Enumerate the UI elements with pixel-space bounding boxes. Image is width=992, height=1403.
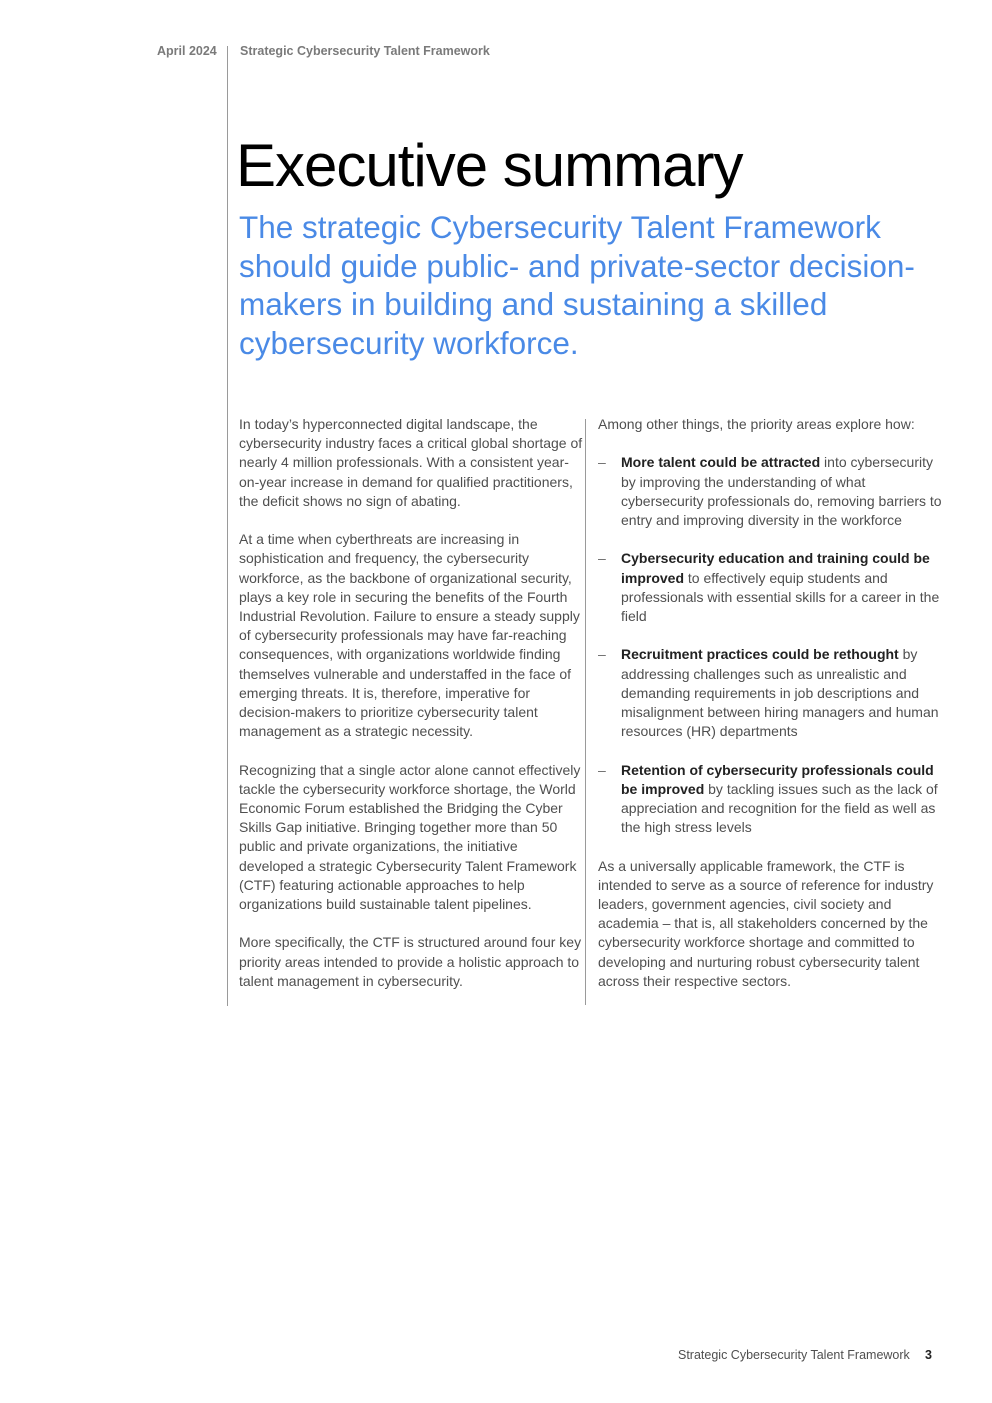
bullet-bold: More talent could be attracted <box>621 454 821 471</box>
footer-title: Strategic Cybersecurity Talent Framework <box>678 1348 910 1362</box>
page-title: Executive summary <box>236 132 743 199</box>
bullet-text: into cybersecurity by improving the understanding of what cybersecurity professionals do, removing barriers to entry and improving diversity in the workforce <box>621 454 942 528</box>
column-divider-line <box>585 419 586 1005</box>
bullet-bold: Retention of cybersecurity professionals could be improved <box>621 761 934 797</box>
bullet-item <box>598 761 943 838</box>
page-number: 3 <box>925 1348 932 1362</box>
bullet-item <box>598 645 943 741</box>
right-column <box>598 415 943 1010</box>
paragraph: Recognizing that a single actor alone cannot effectively tackle the cybersecurity workforce shortage, the World Economic Forum established the Bridging the Cyber Skills Gap initiative. Bringing together more than 50 public and private organizations, the initiative developed a strategic Cybersecurity Talent Framework (CTF) featuring actionable approaches to help organizations build sustainable talent pipelines. <box>239 761 581 913</box>
bullet-dash: – <box>598 550 606 567</box>
left-column <box>239 415 584 1010</box>
bullet-item <box>598 549 943 626</box>
bullet-bold: Recruitment practices could be rethought <box>621 646 899 663</box>
bullet-bold: Cybersecurity education and training could be improved <box>621 550 930 586</box>
header-title: Strategic Cybersecurity Talent Framework <box>240 44 490 58</box>
bullet-text: by tackling issues such as the lack of appreciation and recognition for the field as well as the high stress levels <box>621 780 938 836</box>
bullet-dash: – <box>598 646 606 663</box>
paragraph: At a time when cyberthreats are increasing in sophistication and frequency, the cybersecurity workforce, as the backbone of organizational security, plays a key role in securing the benefits of the Fourth Industrial Revolution. Failure to ensure a steady supply of cybersecurity professionals may have far-reaching consequences, with organizations worldwide finding themselves vulnerable and understaffed in the face of emerging threats. It is, therefore, imperative for decision-makers to prioritize cybersecurity talent management as a strategic necessity. <box>239 531 580 740</box>
bullet-text: to effectively equip students and professionals with essential skills for a career in the field <box>621 569 940 624</box>
paragraph: In today’s hyperconnected digital landscape, the cybersecurity industry faces a critical global shortage of nearly 4 million professionals. With a consistent year-on-year increase in demand for qualified practitioners, the deficit shows no sign of abating. <box>239 416 583 509</box>
bullet-dash: – <box>598 761 606 778</box>
paragraph: More specifically, the CTF is structured around four key priority areas intended to provide a holistic approach to talent management in cybersecurity. <box>239 934 582 989</box>
page-subtitle: The strategic Cybersecurity Talent Framework should guide public- and private-sector decision-makers in building and sustaining a skilled cybersecurity workforce. <box>239 209 915 361</box>
closing-paragraph: As a universally applicable framework, the CTF is intended to serve as a source of reference for industry leaders, government agencies, civil society and academia – that is, all stakeholders concerned by the cybersecurity workforce shortage and committed to developing and nurturing robust cybersecurity talent across their respective sectors. <box>598 857 934 989</box>
left-divider-line <box>227 46 228 1006</box>
bullet-text: by addressing challenges such as unrealistic and demanding requirements in job descriptions and misalignment between hiring managers and human resources (HR) departments <box>621 646 939 740</box>
header-date: April 2024 <box>157 44 217 58</box>
bullet-dash: – <box>598 454 606 471</box>
bullet-item <box>598 453 943 530</box>
intro-paragraph: Among other things, the priority areas explore how: <box>598 416 915 432</box>
